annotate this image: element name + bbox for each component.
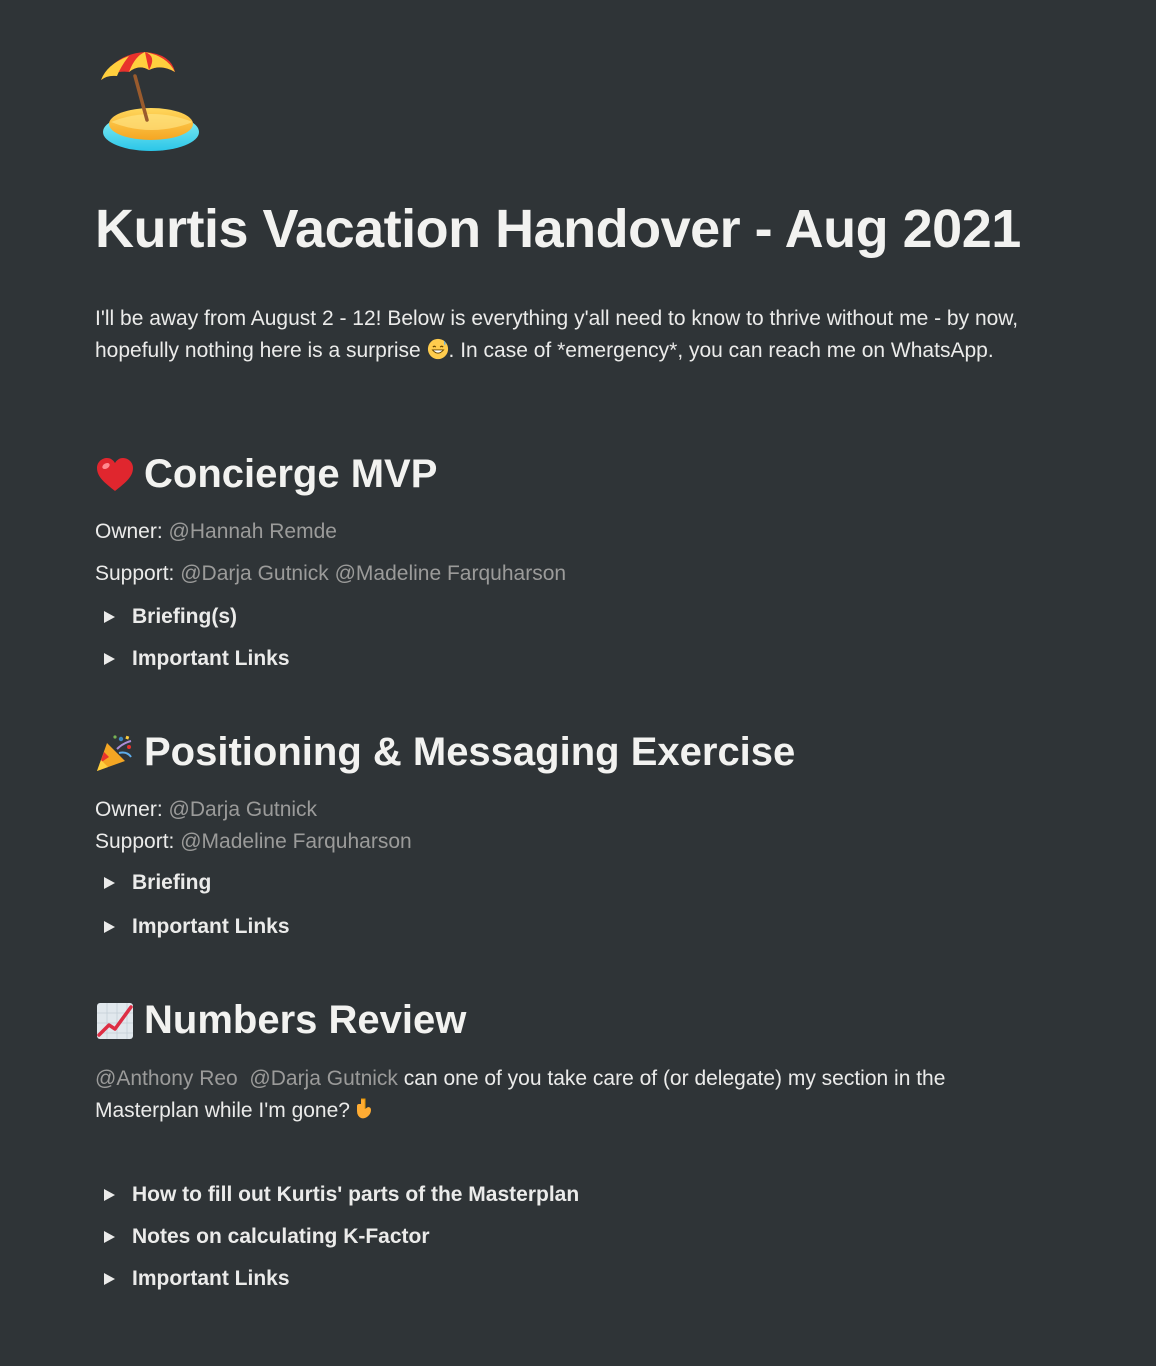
toggle-triangle-icon[interactable] xyxy=(104,1231,115,1243)
toggle-triangle-icon[interactable] xyxy=(104,921,115,933)
numbers-review-paragraph xyxy=(95,1063,1040,1127)
toggle-important-links[interactable] xyxy=(95,647,290,671)
page-title: Kurtis Vacation Handover - Aug 2021 xyxy=(95,199,1021,259)
section-heading-concierge-mvp xyxy=(95,452,437,497)
toggle-k-factor-notes[interactable] xyxy=(95,1225,430,1249)
owner-label: Owner: xyxy=(95,520,169,543)
toggle-triangle-icon[interactable] xyxy=(104,611,115,623)
mention-link[interactable]: @Darja Gutnick xyxy=(249,1067,398,1090)
support-label: Support: xyxy=(95,562,181,585)
section-heading-text: Concierge MVP xyxy=(144,452,438,496)
red-heart-icon xyxy=(95,455,135,495)
grinning-sweat-icon xyxy=(427,338,449,360)
toggle-briefing[interactable] xyxy=(95,871,211,895)
section-heading-text: Positioning & Messaging Exercise xyxy=(144,730,796,774)
support-line xyxy=(95,830,412,854)
support-label: Support: xyxy=(95,830,181,853)
toggle-triangle-icon[interactable] xyxy=(104,877,115,889)
toggle-triangle-icon[interactable] xyxy=(104,653,115,665)
owner-label: Owner: xyxy=(95,798,169,821)
toggle-important-links[interactable] xyxy=(95,1267,290,1291)
mention-link[interactable]: @Darja Gutnick xyxy=(168,798,318,821)
section-heading-text: Numbers Review xyxy=(144,998,467,1042)
toggle-triangle-icon[interactable] xyxy=(104,1273,115,1285)
toggle-masterplan-howto[interactable] xyxy=(95,1183,579,1207)
mention-link[interactable]: @Hannah Remde xyxy=(168,520,337,543)
intro-paragraph xyxy=(95,303,1040,367)
toggle-label[interactable]: How to fill out Kurtis' parts of the Masterplan xyxy=(132,1183,580,1206)
mention-link[interactable]: @Anthony Reo xyxy=(95,1067,238,1090)
mention-link[interactable]: @Madeline Farquharson xyxy=(180,830,412,853)
toggle-label[interactable]: Briefing xyxy=(132,871,212,894)
pointing-down-icon xyxy=(354,1098,374,1120)
toggle-briefings[interactable] xyxy=(95,605,237,629)
toggle-label[interactable]: Important Links xyxy=(132,915,290,938)
party-popper-icon xyxy=(95,733,135,773)
toggle-label[interactable]: Briefing(s) xyxy=(132,605,237,628)
mention-link[interactable]: @Madeline Farquharson xyxy=(334,562,567,585)
mention-link[interactable]: @Darja Gutnick xyxy=(180,562,329,585)
chart-increasing-icon xyxy=(95,1001,135,1041)
support-line xyxy=(95,562,566,586)
beach-umbrella-island-icon[interactable] xyxy=(95,50,205,155)
section-heading-numbers-review xyxy=(95,998,466,1043)
toggle-label[interactable]: Important Links xyxy=(132,1267,290,1290)
intro-text-1: I'll be away from August 2 - 12! Below is everything y'all need to know to thrive without me - by now, hopefully nothing here is a surprise xyxy=(95,307,1019,362)
toggle-important-links[interactable] xyxy=(95,915,290,939)
section-heading-positioning xyxy=(95,730,795,775)
owner-line xyxy=(95,798,317,822)
intro-text-2: . In case of *emergency*, you can reach me on WhatsApp. xyxy=(448,339,994,362)
toggle-label[interactable]: Important Links xyxy=(132,647,290,670)
owner-line xyxy=(95,520,337,544)
toggle-triangle-icon[interactable] xyxy=(104,1189,115,1201)
paragraph-text: can one of you take care of (or delegate) my section in the Masterplan while I'm gone? xyxy=(95,1067,946,1122)
toggle-label[interactable]: Notes on calculating K-Factor xyxy=(132,1225,430,1248)
